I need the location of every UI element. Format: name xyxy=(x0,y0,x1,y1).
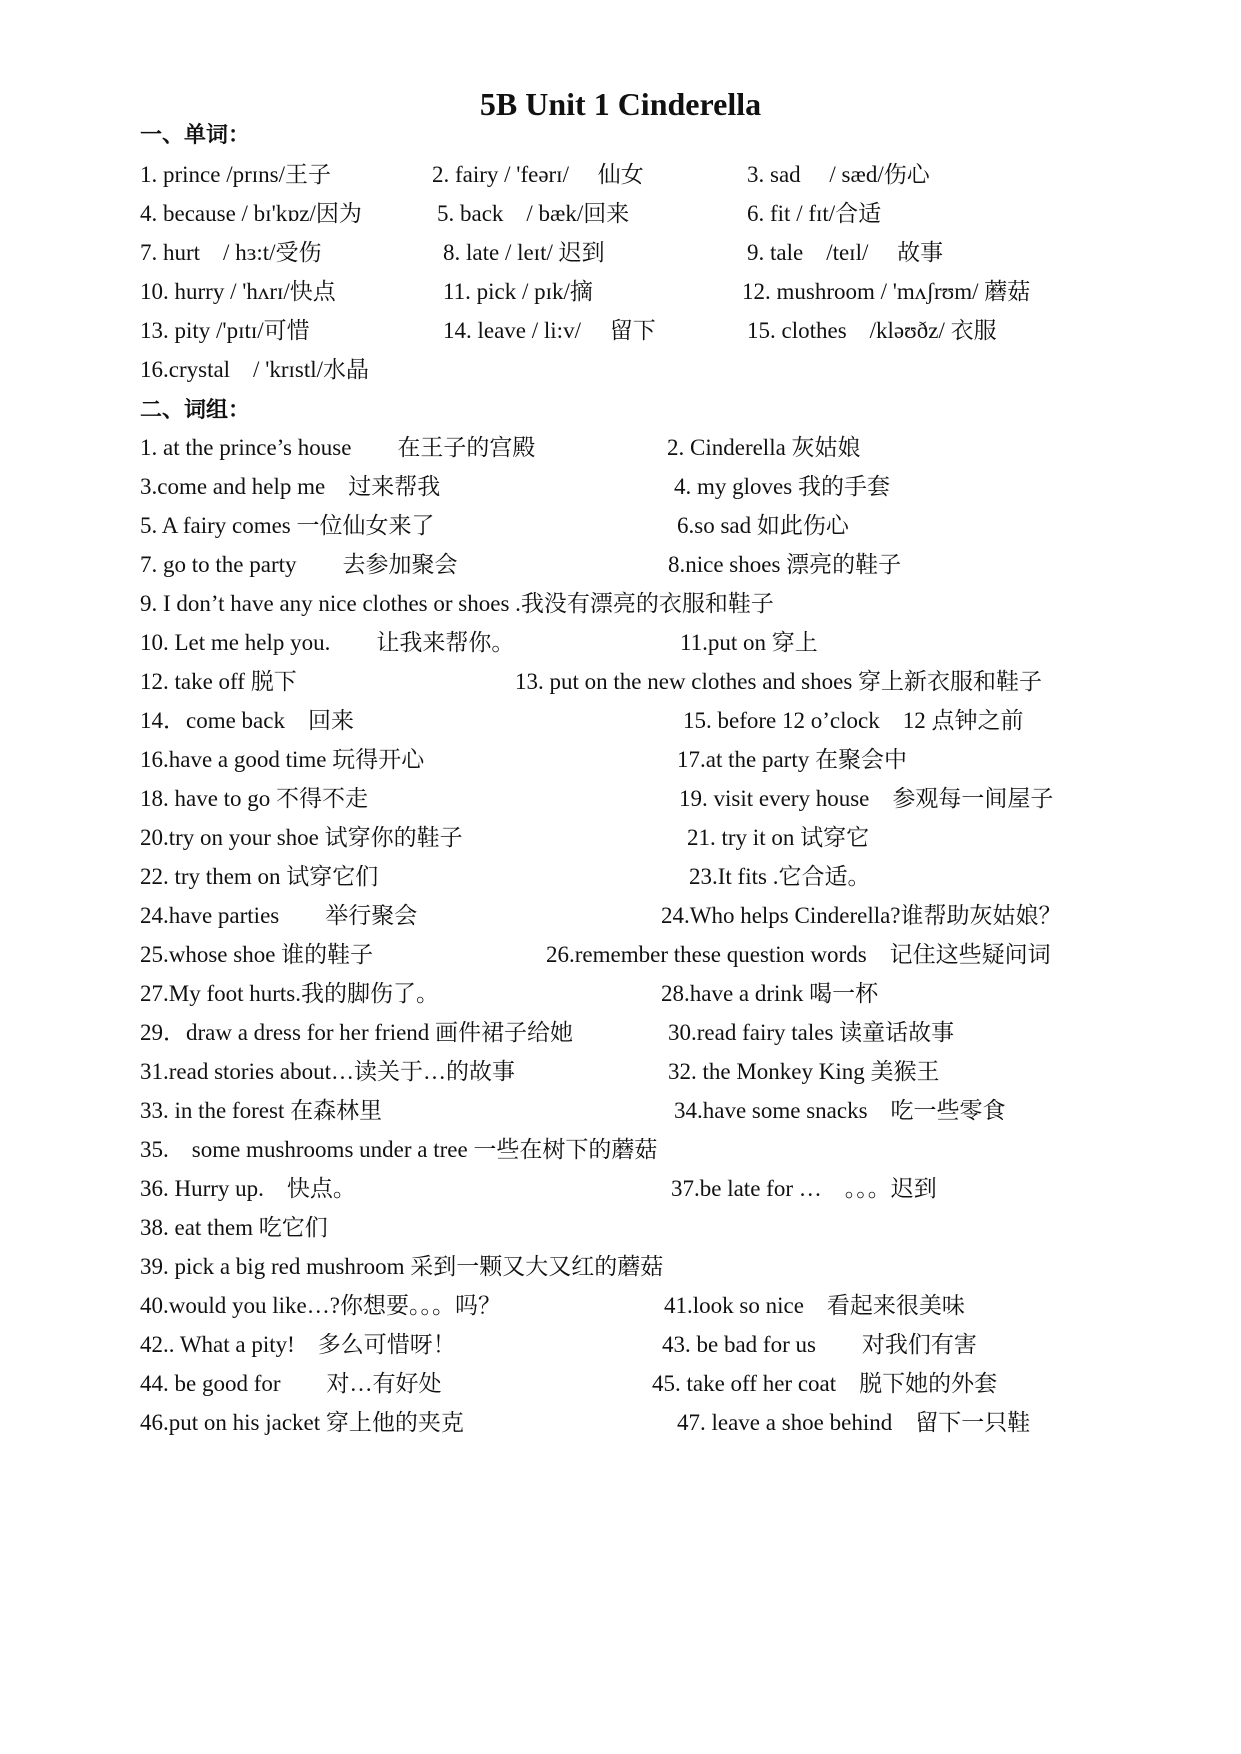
word-entry: 7. hurt / hɜ:t/受伤 xyxy=(140,240,322,265)
word-entry: 12. mushroom / 'mʌʃrʊm/ 蘑菇 xyxy=(742,279,1031,304)
phrase-row xyxy=(0,1016,1241,1056)
section-heading-words: 一、单词： xyxy=(140,122,251,147)
phrase-row xyxy=(0,899,1241,939)
phrase-entry: 40.would you like…?你想要。。。吗？ xyxy=(140,1293,501,1318)
word-row xyxy=(0,158,1241,198)
phrase-entry: 27.My foot hurts.我的脚伤了。 xyxy=(140,981,439,1006)
word-entry: 1. prince /prɪns/王子 xyxy=(140,162,331,187)
phrase-row xyxy=(0,1211,1241,1251)
phrase-row xyxy=(0,1250,1241,1290)
phrase-row xyxy=(0,782,1241,822)
phrase-entry: 23.It fits .它合适。 xyxy=(689,864,871,889)
phrase-entry: 46.put on his jacket 穿上他的夹克 xyxy=(140,1410,464,1435)
phrase-row xyxy=(0,665,1241,705)
word-row xyxy=(0,236,1241,276)
phrase-entry: 41.look so nice 看起来很美味 xyxy=(664,1293,965,1318)
phrase-entry: 37.be late for … 。。。迟到 xyxy=(671,1176,937,1201)
phrase-entry: 6.so sad 如此伤心 xyxy=(677,513,849,538)
phrase-entry: 13. put on the new clothes and shoes 穿上新衣服和鞋子 xyxy=(515,669,1043,694)
phrase-row xyxy=(0,704,1241,744)
word-entry: 16.crystal / 'krɪstl/水晶 xyxy=(140,357,370,382)
section-heading-phrases: 二、词组： xyxy=(140,397,251,422)
phrase-entry: 39. pick a big red mushroom 采到一颗又大又红的蘑菇 xyxy=(140,1254,664,1279)
phrase-entry: 19. visit every house 参观每一间屋子 xyxy=(679,786,1054,811)
phrase-entry: 47. leave a shoe behind 留下一只鞋 xyxy=(677,1410,1031,1435)
phrase-row xyxy=(0,1055,1241,1095)
phrase-entry: 35. some mushrooms under a tree 一些在树下的蘑菇 xyxy=(140,1137,658,1162)
phrase-entry: 25.whose shoe 谁的鞋子 xyxy=(140,942,374,967)
word-entry: 9. tale /teɪl/ 故事 xyxy=(747,240,944,265)
word-entry: 13. pity /'pɪtɪ/可惜 xyxy=(140,318,310,343)
word-entry: 15. clothes /kləʊðz/ 衣服 xyxy=(747,318,997,343)
phrase-entry: 1. at the prince’s house 在王子的宫殿 xyxy=(140,435,536,460)
word-entry: 4. because / bɪ'kɒz/因为 xyxy=(140,201,362,226)
phrase-row xyxy=(0,470,1241,510)
phrase-entry: 12. take off 脱下 xyxy=(140,669,297,694)
phrase-row xyxy=(0,1406,1241,1446)
word-row xyxy=(0,197,1241,237)
phrase-entry: 36. Hurry up. 快点。 xyxy=(140,1176,356,1201)
word-entry: 14. leave / li:v/ 留下 xyxy=(443,318,656,343)
phrase-entry: 11.put on 穿上 xyxy=(680,630,818,655)
phrase-entry: 21. try it on 试穿它 xyxy=(687,825,870,850)
phrase-row xyxy=(0,1289,1241,1329)
phrase-entry: 24.have parties 举行聚会 xyxy=(140,903,418,928)
phrase-entry: 28.have a drink 喝一杯 xyxy=(661,981,879,1006)
phrase-entry: 45. take off her coat 脱下她的外套 xyxy=(652,1371,998,1396)
word-entry: 2. fairy / 'feərɪ/ 仙女 xyxy=(432,162,644,187)
phrase-entry: 29．draw a dress for her friend 画件裙子给她 xyxy=(140,1020,574,1045)
phrase-row xyxy=(0,509,1241,549)
phrase-row xyxy=(0,626,1241,666)
phrase-entry: 44. be good for 对…有好处 xyxy=(140,1371,442,1396)
phrase-entry: 32. the Monkey King 美猴王 xyxy=(668,1059,940,1084)
phrase-row xyxy=(0,1172,1241,1212)
phrase-entry: 22. try them on 试穿它们 xyxy=(140,864,379,889)
phrase-entry: 42.. What a pity! 多么可惜呀！ xyxy=(140,1332,456,1357)
word-row xyxy=(0,353,1241,393)
phrase-row xyxy=(0,860,1241,900)
phrase-entry: 33. in the forest 在森林里 xyxy=(140,1098,383,1123)
phrase-row xyxy=(0,938,1241,978)
word-entry: 8. late / leɪt/ 迟到 xyxy=(443,240,605,265)
phrase-row xyxy=(0,1328,1241,1368)
phrase-entry: 30.read fairy tales 读童话故事 xyxy=(668,1020,955,1045)
phrase-entry: 24.Who helps Cinderella?谁帮助灰姑娘？ xyxy=(661,903,1062,928)
phrase-entry: 38. eat them 吃它们 xyxy=(140,1215,328,1240)
phrase-entry: 31.read stories about…读关于…的故事 xyxy=(140,1059,515,1084)
phrase-entry: 34.have some snacks 吃一些零食 xyxy=(674,1098,1006,1123)
phrase-entry: 9. I don’t have any nice clothes or shoes .我没有漂亮的衣服和鞋子 xyxy=(140,591,774,616)
phrase-entry: 20.try on your shoe 试穿你的鞋子 xyxy=(140,825,463,850)
phrase-entry: 14．come back 回来 xyxy=(140,708,354,733)
word-entry: 10. hurry / 'hʌrɪ/快点 xyxy=(140,279,336,304)
phrase-row xyxy=(0,587,1241,627)
word-entry: 3. sad / sæd/伤心 xyxy=(747,162,930,187)
word-entry: 5. back / bæk/回来 xyxy=(437,201,630,226)
phrase-row xyxy=(0,821,1241,861)
phrase-row xyxy=(0,1094,1241,1134)
phrase-entry: 43. be bad for us 对我们有害 xyxy=(662,1332,977,1357)
phrase-entry: 8.nice shoes 漂亮的鞋子 xyxy=(668,552,902,577)
word-entry: 6. fit / fɪt/合适 xyxy=(747,201,882,226)
phrase-entry: 10. Let me help you. 让我来帮你。 xyxy=(140,630,515,655)
phrase-entry: 17.at the party 在聚会中 xyxy=(677,747,907,772)
phrase-entry: 3.come and help me 过来帮我 xyxy=(140,474,441,499)
phrase-entry: 2. Cinderella 灰姑娘 xyxy=(667,435,861,460)
phrase-row xyxy=(0,431,1241,471)
phrase-row xyxy=(0,743,1241,783)
phrase-row xyxy=(0,977,1241,1017)
phrase-row xyxy=(0,548,1241,588)
phrase-row xyxy=(0,1133,1241,1173)
phrase-entry: 16.have a good time 玩得开心 xyxy=(140,747,425,772)
phrase-entry: 26.remember these question words 记住这些疑问词 xyxy=(546,942,1051,967)
document-title: 5B Unit 1 Cinderella xyxy=(479,86,762,122)
phrase-row xyxy=(0,1367,1241,1407)
phrase-entry: 7. go to the party 去参加聚会 xyxy=(140,552,458,577)
word-row xyxy=(0,314,1241,354)
word-row xyxy=(0,275,1241,315)
phrase-entry: 4. my gloves 我的手套 xyxy=(674,474,890,499)
phrase-entry: 15. before 12 o’clock 12 点钟之前 xyxy=(683,708,1024,733)
word-entry: 11. pick / pɪk/摘 xyxy=(443,279,593,304)
phrase-entry: 18. have to go 不得不走 xyxy=(140,786,369,811)
phrase-entry: 5. A fairy comes 一位仙女来了 xyxy=(140,513,435,538)
